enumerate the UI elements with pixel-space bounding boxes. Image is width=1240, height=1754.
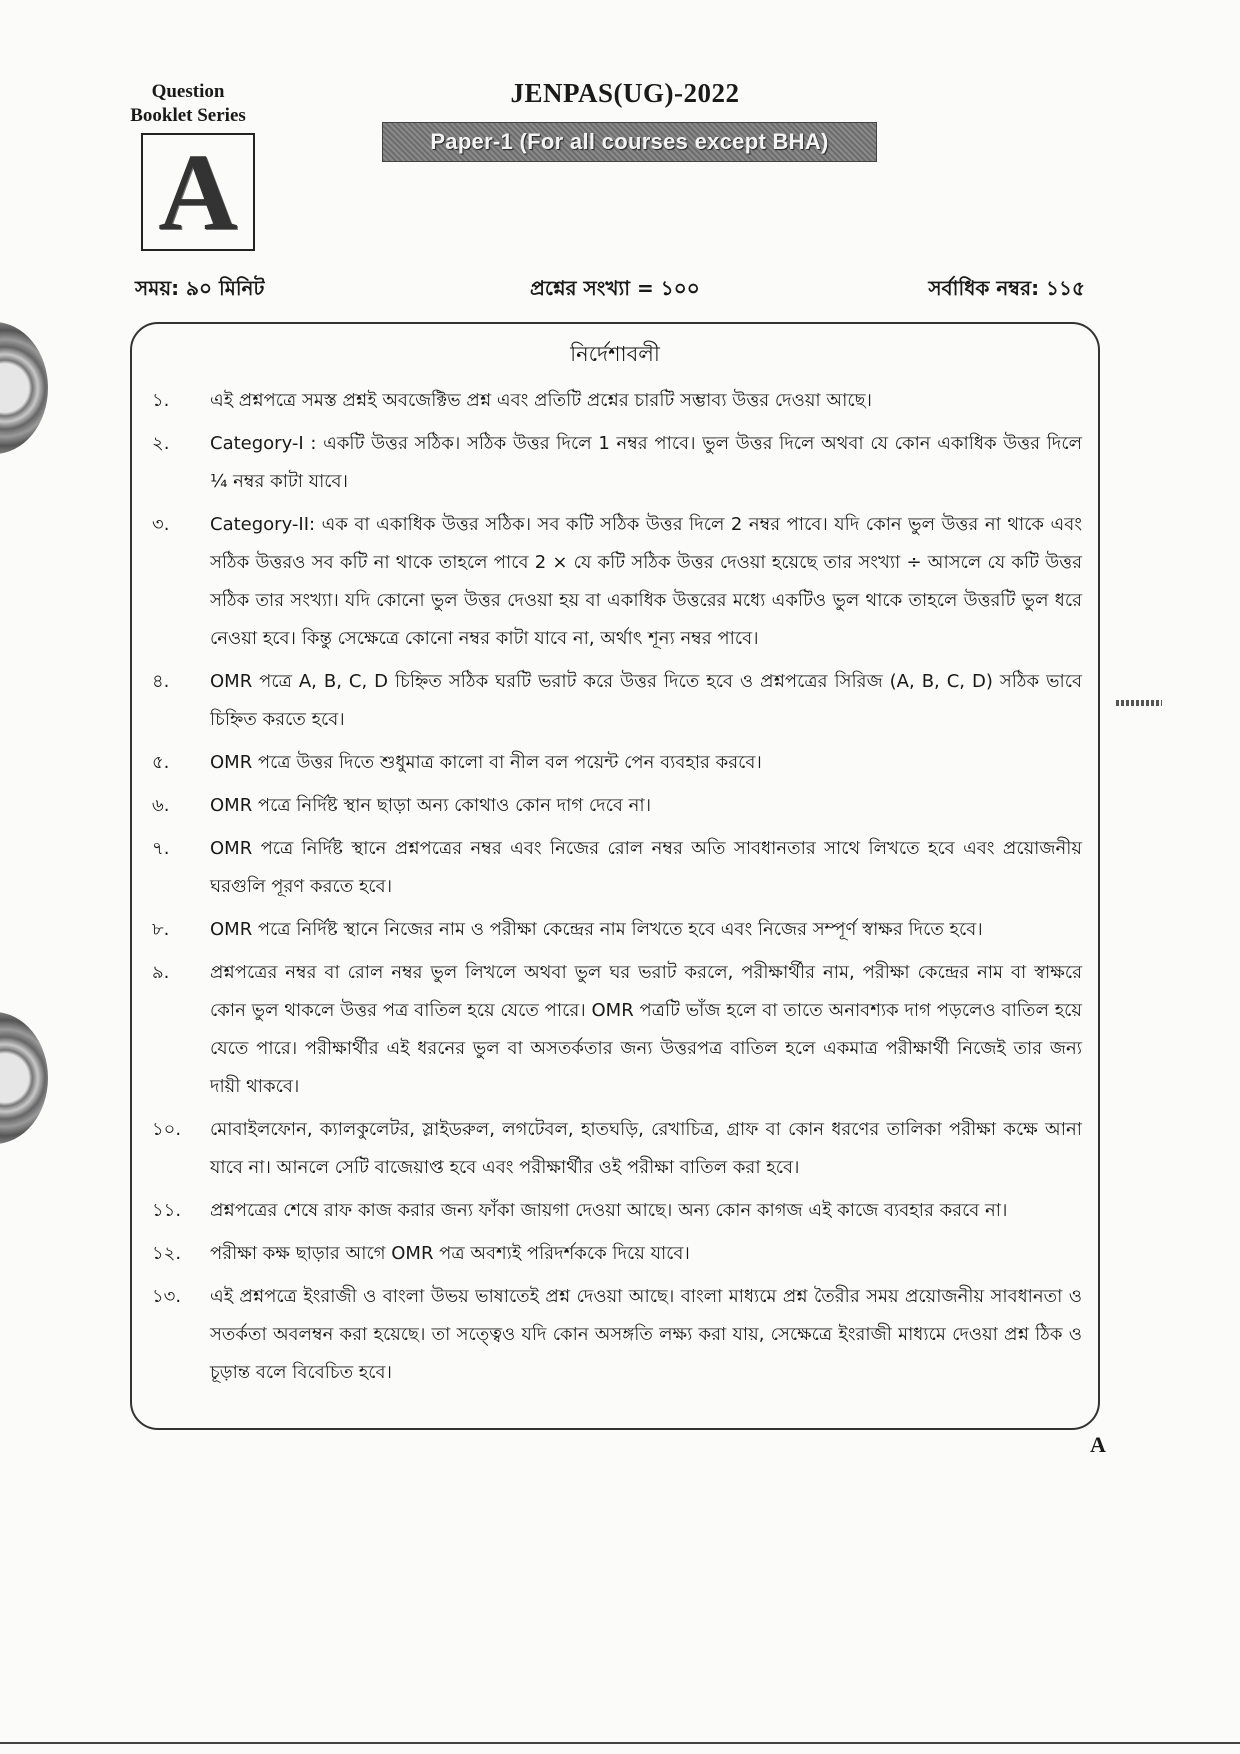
- instruction-text: OMR পত্রে নির্দিষ্ট স্থানে নিজের নাম ও পরীক্ষা কেন্দ্রের নাম লিখতে হবে এবং নিজের সম্পূর্ণ স্বাক্ষর দিতে হবে।: [210, 919, 983, 940]
- instruction-text: OMR পত্রে A, B, C, D চিহ্নিত সঠিক ঘরটি ভরাট করে উত্তর দিতে হবে ও প্রশ্নপত্রের সিরিজ (A, B, C, D) সঠিক ভাবে চিহ্নিত করতে হবে।: [210, 671, 1082, 730]
- instruction-number: ১২.: [152, 1243, 182, 1264]
- instruction-number: ৬.: [152, 795, 170, 816]
- instruction-number: ৮.: [152, 919, 170, 940]
- instruction-number: ৪.: [152, 671, 170, 692]
- instruction-item: [152, 1111, 1082, 1187]
- question-count: প্রশ্নের সংখ্যা = ১০০: [530, 276, 700, 300]
- instruction-number: ৫.: [152, 752, 170, 773]
- instruction-number: ৩.: [152, 514, 170, 535]
- instruction-item: [152, 1278, 1082, 1392]
- exam-time: সময়: ৯০ মিনিট: [135, 276, 265, 300]
- margin-mark: [1116, 700, 1162, 706]
- instruction-number: ৯.: [152, 962, 170, 983]
- instruction-text: Category-I : একটি উত্তর সঠিক। সঠিক উত্তর দিলে 1 নম্বর পাবে। ভুল উত্তর দিলে অথবা যে কোন একাধিক উত্তর দিলে ¼ নম্বর কাটা যাবে।: [210, 433, 1082, 492]
- instruction-text: OMR পত্রে উত্তর দিতে শুধুমাত্র কালো বা নীল বল পয়েন্ট পেন ব্যবহার করবে।: [210, 752, 762, 773]
- instruction-item: [152, 1235, 1082, 1273]
- instruction-number: ৭.: [152, 838, 170, 859]
- instruction-item: [152, 663, 1082, 739]
- instruction-text: OMR পত্রে নির্দিষ্ট স্থান ছাড়া অন্য কোথাও কোন দাগ দেবে না।: [210, 795, 651, 816]
- booklet-series-label: Question Booklet Series: [130, 81, 246, 126]
- instruction-text: এই প্রশ্নপত্রে ইংরাজী ও বাংলা উভয় ভাষাতেই প্রশ্ন দেওয়া আছে। বাংলা মাধ্যমে প্রশ্ন তৈরীর সময় প্রয়োজনীয় সাবধানতা ও সতর্কতা অবলম্বন করা হয়েছে। তা সত্ত্বেও যদি কোন অসঙ্গতি লক্ষ্য করা যায়, সেক্ষেত্রে ইংরাজী মাধ্যমে দেওয়া প্রশ্ন ঠিক ও চূড়ান্ত বলে বিবেচিত হবে।: [210, 1286, 1082, 1383]
- instructions-title: নির্দেশাবলী: [570, 342, 660, 366]
- instruction-item: [152, 954, 1082, 1106]
- paper-banner-text: Paper-1 (For all courses except BHA): [430, 129, 829, 154]
- instructions-box: [130, 322, 1100, 1430]
- instruction-number: ১১.: [152, 1200, 182, 1221]
- instruction-item: [152, 787, 1082, 825]
- exam-meta-row: [135, 274, 1085, 306]
- instruction-text: প্রশ্নপত্রের শেষে রাফ কাজ করার জন্য ফাঁকা জায়গা দেওয়া আছে। অন্য কোন কাগজ এই কাজে ব্যবহার করবে না।: [210, 1200, 1008, 1221]
- instruction-number: ১.: [152, 390, 170, 411]
- exam-title: JENPAS(UG)-2022: [510, 78, 740, 108]
- instruction-number: ২.: [152, 433, 170, 454]
- booklet-series-box: [141, 133, 255, 251]
- instruction-number: ১৩.: [152, 1286, 182, 1307]
- instruction-number: ১০.: [152, 1119, 182, 1140]
- instruction-item: [152, 506, 1082, 658]
- instruction-item: [152, 744, 1082, 782]
- instruction-item: [152, 830, 1082, 906]
- instruction-item: [152, 1192, 1082, 1230]
- instruction-item: [152, 425, 1082, 501]
- instructions-list: [152, 382, 1082, 1397]
- instruction-text: OMR পত্রে নির্দিষ্ট স্থানে প্রশ্নপত্রের নম্বর এবং নিজের রোল নম্বর অতি সাবধানতার সাথে লিখতে হবে এবং প্রয়োজনীয় ঘরগুলি পূরণ করতে হবে।: [210, 838, 1082, 897]
- instruction-item: [152, 911, 1082, 949]
- instruction-text: মোবাইলফোন, ক্যালকুলেটর, স্লাইডরুল, লগটেবল, হাতঘড়ি, রেখাচিত্র, গ্রাফ বা কোন ধরণের তালিকা পরীক্ষা কক্ষে আনা যাবে না। আনলে সেটি বাজেয়াপ্ত হবে এবং পরীক্ষার্থীর ওই পরীক্ষা বাতিল করা হবে।: [210, 1119, 1082, 1178]
- max-marks: সর্বাধিক নম্বর: ১১৫: [928, 276, 1085, 300]
- instruction-text: পরীক্ষা কক্ষ ছাড়ার আগে OMR পত্র অবশ্যই পরিদর্শককে দিয়ে যাবে।: [210, 1243, 690, 1264]
- instruction-text: প্রশ্নপত্রের নম্বর বা রোল নম্বর ভুল লিখলে অথবা ভুল ঘর ভরাট করলে, পরীক্ষার্থীর নাম, পরীক্ষা কেন্দ্রের নাম বা স্বাক্ষরে কোন ভুল থাকলে উত্তর পত্র বাতিল হয়ে যেতে পারে। OMR পত্রটি ভাঁজ হলে বা তাতে অনাবশ্যক দাগ পড়লেও বাতিল হয়ে যেতে পারে। পরীক্ষার্থীর এই ধরনের ভুল বা অসতর্কতার জন্য উত্তরপত্র বাতিল হলে একমাত্র পরীক্ষার্থী নিজেই তার জন্য দায়ী থাকবে।: [210, 962, 1082, 1097]
- punch-hole-bottom: [0, 1012, 48, 1144]
- page-bottom-rule: [0, 1742, 1240, 1744]
- footer-series-letter: A: [1090, 1432, 1106, 1457]
- paper-banner: [382, 122, 877, 162]
- instruction-text: Category-II: এক বা একাধিক উত্তর সঠিক। সব কটি সঠিক উত্তর দিলে 2 নম্বর পাবে। যদি কোন ভুল উত্তর না থাকে এবং সঠিক উত্তরও সব কটি না থাকে তাহলে পাবে 2 × যে কটি সঠিক উত্তর দেওয়া হয়েছে তার সংখ্যা ÷ আসলে যে কটি উত্তর সঠিক তার সংখ্যা। যদি কোনো ভুল উত্তর দেওয়া হয় বা একাধিক উত্তরের মধ্যে একটিও ভুল থাকে তাহলে উত্তরটি ভুল ধরে নেওয়া হবে। কিন্তু সেক্ষেত্রে কোনো নম্বর কাটা যাবে না, অর্থাৎ শূন্য নম্বর পাবে।: [210, 514, 1082, 649]
- punch-hole-top: [0, 322, 48, 454]
- instruction-item: [152, 382, 1082, 420]
- instruction-text: এই প্রশ্নপত্রে সমস্ত প্রশ্নই অবজেক্টিভ প্রশ্ন এবং প্রতিটি প্রশ্নের চারটি সম্ভাব্য উত্তর দেওয়া আছে।: [210, 390, 872, 411]
- booklet-series-letter: A: [158, 131, 238, 253]
